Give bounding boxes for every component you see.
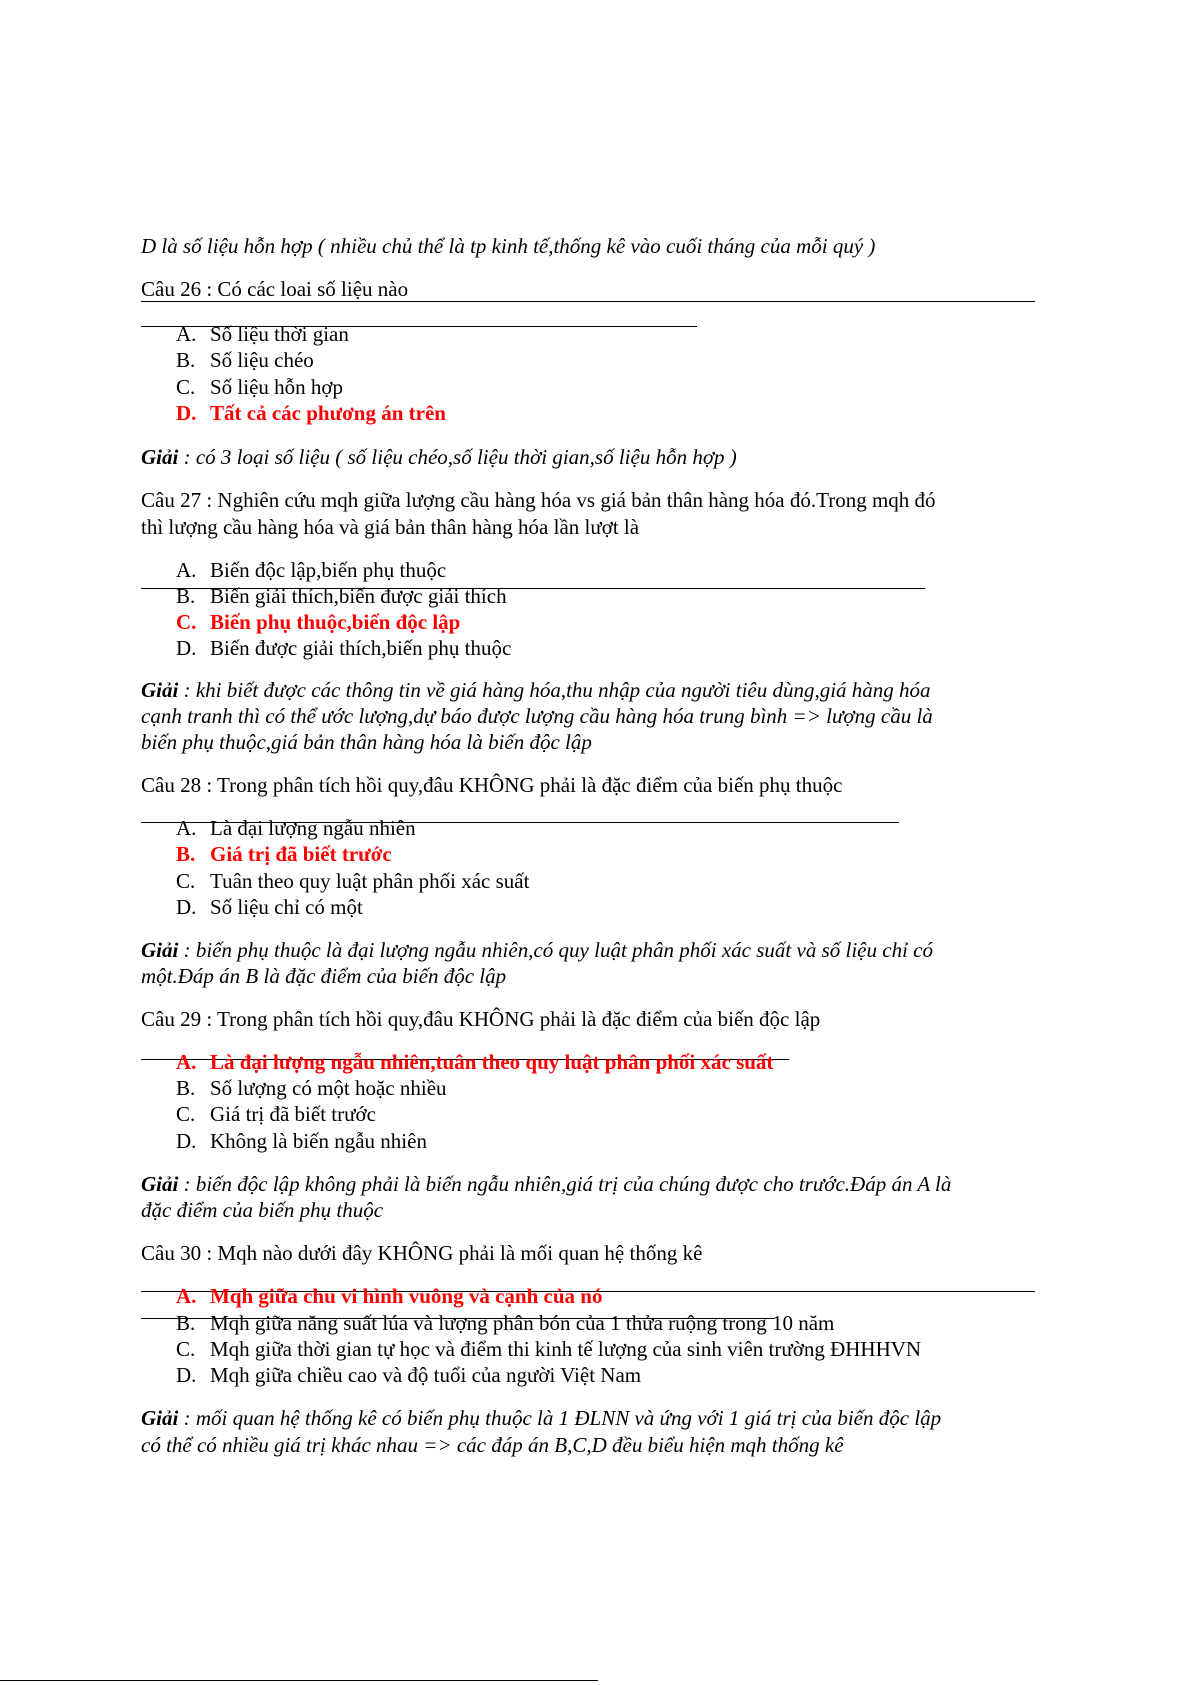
q29-option-d: D. Không là biến ngẫu nhiên [176, 1129, 427, 1153]
q29-option-b: B. Số lượng có một hoặc nhiều [176, 1076, 447, 1100]
q28-option-c: C. Tuân theo quy luật phân phối xác suất [176, 869, 530, 893]
q26-option-b: B. Số liệu chéo [176, 348, 314, 372]
question-28: Câu 28 : Trong phân tích hồi quy,đâu KHÔNG phải là đặc điểm của biến phụ thuộc [141, 773, 843, 797]
q27-option-d: D. Biến được giải thích,biến phụ thuộc [176, 636, 512, 660]
q28-option-b-answer: B. Giá trị đã biết trước [176, 842, 392, 866]
q29-option-a-answer: A. Là đại lượng ngẫu nhiên,tuân theo quy luật phân phối xác suất [176, 1050, 774, 1074]
q26-option-d-answer: D. Tất cả các phương án trên [176, 401, 446, 425]
q27-solution-line-2: cạnh tranh thì có thể ước lượng,dự báo được lượng cầu hàng hóa trung bình => lượng cầu là [141, 704, 933, 728]
q29-solution-line-2: đặc điểm của biến phụ thuộc [141, 1198, 384, 1222]
q30-option-d: D. Mqh giữa chiều cao và độ tuổi của người Việt Nam [176, 1363, 642, 1387]
q30-option-c: C. Mqh giữa thời gian tự học và điểm thi kinh tế lượng của sinh viên trường ĐHHHVN [176, 1337, 922, 1361]
q30-option-b: B. Mqh giữa năng suất lúa và lượng phân bón của 1 thửa ruộng trong 10 năm [176, 1311, 835, 1335]
q27-option-b: B. Biến giải thích,biến được giải thích [176, 584, 507, 608]
q28-option-d: D. Số liệu chỉ có một [176, 895, 363, 919]
q29-solution-line-1: Giải : biến độc lập không phải là biến ngẫu nhiên,giá trị của chúng được cho trước.Đáp án A là [141, 1172, 952, 1196]
q27-option-c-answer: C. Biến phụ thuộc,biến độc lập [176, 610, 461, 634]
question-29: Câu 29 : Trong phân tích hồi quy,đâu KHÔNG phải là đặc điểm của biến độc lập [141, 1007, 821, 1031]
footer-rule [0, 1680, 598, 1681]
q30-solution-line-1: Giải : mối quan hệ thống kê có biến phụ thuộc là 1 ĐLNN và ứng với 1 giá trị của biến độc lập [141, 1406, 942, 1430]
q27-solution-line-3: biến phụ thuộc,giá bản thân hàng hóa là biến độc lập [141, 730, 592, 754]
intro-note: D là số liệu hỗn hợp ( nhiều chủ thể là tp kinh tế,thống kê vào cuối tháng của mỗi quý ) [141, 234, 876, 258]
q26-solution: Giải : có 3 loại số liệu ( số liệu chéo,số liệu thời gian,số liệu hỗn hợp ) [141, 445, 737, 469]
question-27-line-2: thì lượng cầu hàng hóa và giá bản thân hàng hóa lần lượt là [141, 515, 640, 539]
question-27-line-1: Câu 27 : Nghiên cứu mqh giữa lượng cầu hàng hóa vs giá bản thân hàng hóa đó.Trong mqh đó [141, 488, 936, 512]
q26-option-c: C. Số liệu hỗn hợp [176, 375, 344, 399]
q27-solution-line-1: Giải : khi biết được các thông tin về giá hàng hóa,thu nhập của người tiêu dùng,giá hàng hóa [141, 678, 931, 702]
q29-option-c: C. Giá trị đã biết trước [176, 1102, 376, 1126]
q28-solution-line-2: một.Đáp án B là đặc điểm của biến độc lập [141, 964, 507, 988]
q26-option-a: A. Số liệu thời gian [176, 322, 349, 346]
q30-solution-line-2: có thể có nhiều giá trị khác nhau => các đáp án B,C,D đều biểu hiện mqh thống kê [141, 1433, 844, 1457]
question-30: Câu 30 : Mqh nào dưới đây KHÔNG phải là mối quan hệ thống kê [141, 1241, 703, 1265]
q30-option-a-answer: A. Mqh giữa chu vi hình vuông và cạnh của nó [176, 1284, 603, 1308]
q28-solution-line-1: Giải : biến phụ thuộc là đại lượng ngẫu nhiên,có quy luật phân phối xác suất và số liệu chỉ có [141, 938, 933, 962]
rule-line [141, 301, 1035, 302]
question-26: Câu 26 : Có các loai số liệu nào [141, 277, 409, 301]
q28-option-a: A. Là đại lượng ngẫu nhiên [176, 816, 416, 840]
q27-option-a: A. Biến độc lập,biến phụ thuộc [176, 558, 447, 582]
